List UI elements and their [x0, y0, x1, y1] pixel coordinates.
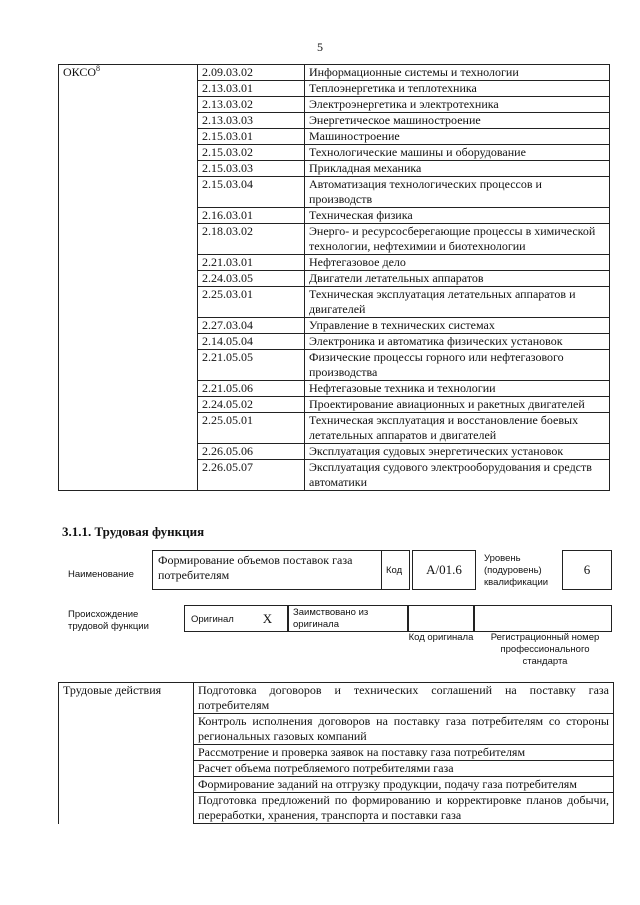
- okso-speciality-name: Физические процессы горного или нефтегазового производства: [305, 350, 610, 381]
- okso-code: 2.18.03.02: [198, 224, 305, 255]
- okso-code: 2.13.03.02: [198, 97, 305, 113]
- page-number: 5: [317, 40, 323, 54]
- okso-speciality-name: Информационные системы и технологии: [305, 65, 610, 81]
- borrowed-label: Заимствовано из оригинала: [293, 607, 369, 630]
- code-label-cell: [382, 550, 410, 590]
- okso-speciality-name: Управление в технических системах: [305, 318, 610, 334]
- okso-row: [59, 65, 610, 81]
- work-action-item: Подготовка договоров и технических соглашений на поставку газа потребителям: [194, 683, 614, 714]
- okso-code: 2.13.03.01: [198, 81, 305, 97]
- okso-speciality-name: Автоматизация технологических процессов и производств: [305, 177, 610, 208]
- function-name-box: [152, 550, 382, 590]
- okso-code: 2.26.05.07: [198, 460, 305, 491]
- work-actions-table: [58, 682, 614, 824]
- okso-code: 2.21.03.01: [198, 255, 305, 271]
- okso-code: 2.26.05.06: [198, 444, 305, 460]
- origin-reg-box: [474, 605, 612, 632]
- borrowed-cell: [288, 605, 408, 632]
- okso-code: 2.24.03.05: [198, 271, 305, 287]
- work-action-item: Расчет объема потребляемого потребителями газа: [194, 761, 614, 777]
- okso-table: [58, 64, 610, 491]
- okso-speciality-name: Электроэнергетика и электротехника: [305, 97, 610, 113]
- work-actions-label: Трудовые действия: [59, 683, 194, 824]
- okso-speciality-name: Проектирование авиационных и ракетных двигателей: [305, 397, 610, 413]
- work-action-item: Рассмотрение и проверка заявок на поставку газа потребителям: [194, 745, 614, 761]
- okso-code: 2.27.03.04: [198, 318, 305, 334]
- work-action-row: [59, 683, 614, 714]
- okso-speciality-name: Техническая эксплуатация и восстановление боевых летательных аппаратов и двигателей: [305, 413, 610, 444]
- work-action-item: Подготовка предложений по формированию и корректировке планов добычи, переработки, хранения, транспорта и поставки газа: [194, 793, 614, 824]
- level-label: Уровень (подуровень) квалификации: [484, 553, 549, 588]
- okso-speciality-name: Прикладная механика: [305, 161, 610, 177]
- okso-speciality-name: Техническая эксплуатация летательных аппаратов и двигателей: [305, 287, 610, 318]
- function-name-value: Формирование объемов поставок газа потребителям: [158, 553, 353, 582]
- okso-code: 2.15.03.04: [198, 177, 305, 208]
- okso-speciality-name: Нефтегазовые техника и технологии: [305, 381, 610, 397]
- okso-code: 2.15.03.01: [198, 129, 305, 145]
- okso-speciality-name: Двигатели летательных аппаратов: [305, 271, 610, 287]
- code-label: Код: [386, 565, 403, 576]
- okso-code: 2.21.05.05: [198, 350, 305, 381]
- work-action-item: Контроль исполнения договоров на поставку газа потребителям со стороны региональных газовых компаний: [194, 714, 614, 745]
- work-action-item: Формирование заданий на отгрузку продукции, подачу газа потребителям: [194, 777, 614, 793]
- reg-caption: Регистрационный номер профессионального стандарта: [490, 632, 600, 667]
- okso-label: ОКСО: [63, 65, 97, 79]
- origin-label: Происхождение трудовой функции: [68, 609, 149, 632]
- okso-code: 2.16.03.01: [198, 208, 305, 224]
- section-heading: 3.1.1. Трудовая функция: [62, 524, 205, 539]
- okso-code: 2.21.05.06: [198, 381, 305, 397]
- original-label: Оригинал: [191, 614, 234, 625]
- okso-label-cell: [59, 65, 198, 491]
- okso-speciality-name: Энерго- и ресурсосберегающие процессы в химической технологии, нефтехимии и биотехнологии: [305, 224, 610, 255]
- origin-code-box: [408, 605, 474, 632]
- original-cell: [184, 605, 248, 632]
- code-value-box: [412, 550, 476, 590]
- okso-code: 2.09.03.02: [198, 65, 305, 81]
- okso-code: 2.25.05.01: [198, 413, 305, 444]
- okso-code: 2.24.05.02: [198, 397, 305, 413]
- original-mark: X: [262, 611, 273, 626]
- okso-footnote: 8: [96, 64, 101, 73]
- name-label: Наименование: [68, 569, 134, 580]
- level-value: 6: [583, 562, 591, 577]
- code-value: A/01.6: [426, 562, 462, 577]
- okso-speciality-name: Нефтегазовое дело: [305, 255, 610, 271]
- okso-speciality-name: Эксплуатация судового электрооборудования и средств автоматики: [305, 460, 610, 491]
- okso-code: 2.13.03.03: [198, 113, 305, 129]
- okso-speciality-name: Машиностроение: [305, 129, 610, 145]
- okso-speciality-name: Техническая физика: [305, 208, 610, 224]
- okso-speciality-name: Технологические машины и оборудование: [305, 145, 610, 161]
- okso-code: 2.15.03.02: [198, 145, 305, 161]
- code-caption: Код оригинала: [408, 632, 474, 643]
- okso-code: 2.25.03.01: [198, 287, 305, 318]
- okso-speciality-name: Теплоэнергетика и теплотехника: [305, 81, 610, 97]
- okso-speciality-name: Энергетическое машиностроение: [305, 113, 610, 129]
- level-value-box: [562, 550, 612, 590]
- okso-speciality-name: Электроника и автоматика физических установок: [305, 334, 610, 350]
- okso-code: 2.15.03.03: [198, 161, 305, 177]
- original-mark-cell: [248, 605, 288, 632]
- okso-code: 2.14.05.04: [198, 334, 305, 350]
- okso-speciality-name: Эксплуатация судовых энергетических установок: [305, 444, 610, 460]
